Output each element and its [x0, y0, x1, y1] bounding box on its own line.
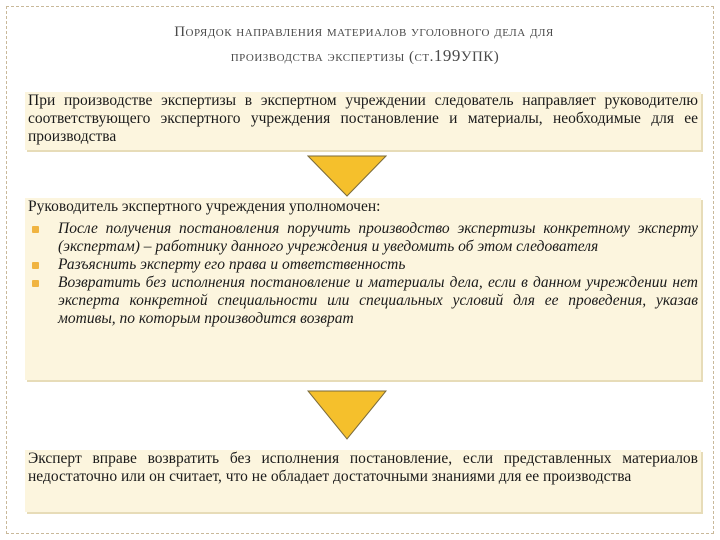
title-line-2-end: УПК)	[460, 49, 500, 65]
bullet-icon	[32, 280, 39, 287]
bullet-icon	[32, 262, 39, 269]
block1-text: При производстве экспертизы в экспертном учреждении следователь направляет руководителю соответствующего экспертного учреждения постановление и материалы, необходимые для ее производства	[28, 92, 698, 145]
bullet-icon	[32, 226, 39, 233]
list-item	[58, 220, 698, 256]
powers-list	[28, 220, 698, 328]
title-article-number: 199	[433, 46, 461, 65]
arrow-down-1	[0, 155, 720, 203]
block3-text: Эксперт вправе возвратить без исполнения постановление, если представленных материалов недостаточно или он считает, что не обладает достаточными знаниями для ее производства	[28, 450, 698, 485]
list-item-text: Разъяснить эксперту его права и ответственность	[58, 256, 406, 273]
down-arrow-icon	[307, 155, 387, 197]
arrow-down-2	[0, 390, 720, 438]
slide-title	[0, 20, 720, 69]
text-block-head	[25, 198, 701, 380]
list-item	[58, 256, 698, 274]
text-block-investigator	[25, 92, 701, 150]
list-item-text: После получения постановления поручить производство экспертизы конкретному эксперту (экспертам) – работнику данного учреждения и уведомить об этом следователя	[58, 220, 698, 255]
title-line-2-text: производства экспертизы (ст.	[230, 49, 434, 65]
list-item	[58, 274, 698, 328]
title-line-2	[0, 44, 720, 69]
text-block-expert	[25, 450, 701, 512]
down-arrow-icon	[307, 390, 387, 440]
block2-heading: Руководитель экспертного учреждения уполномочен:	[28, 198, 381, 215]
title-line-1: Порядок направления материалов уголовного дела для	[174, 24, 554, 40]
list-item-text: Возвратить без исполнения постановление и материалы дела, если в данном учреждении нет эксперта конкретной специальности или специальных условий для ее проведения, указав мотивы, по которым производится возврат	[58, 274, 698, 327]
